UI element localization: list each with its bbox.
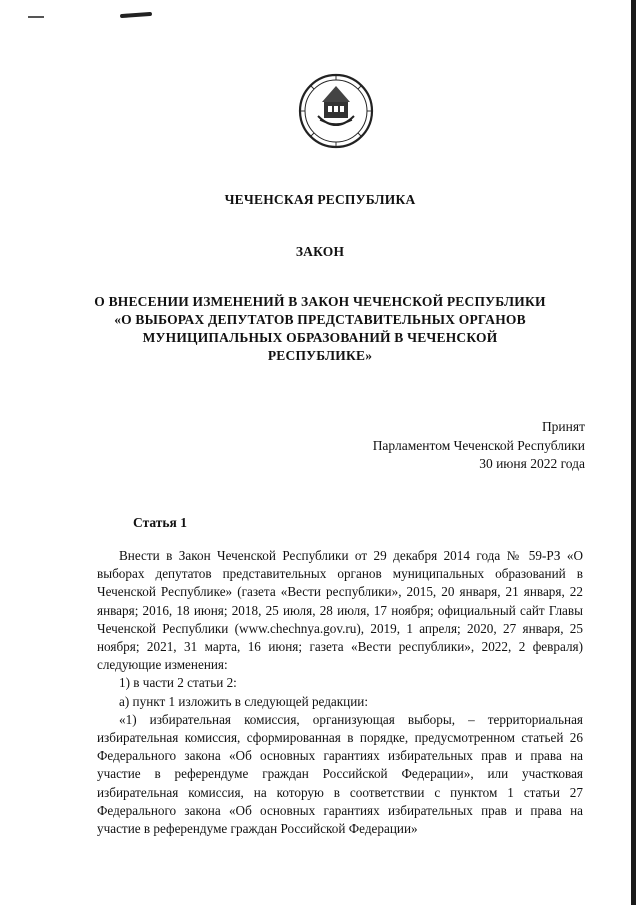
adoption-body: Парламентом Чеченской Республики — [372, 437, 585, 453]
coat-of-arms-emblem — [298, 72, 374, 150]
republic-heading: ЧЕЧЕНСКАЯ РЕСПУБЛИКА — [224, 192, 416, 207]
article-body — [97, 547, 583, 838]
adoption-date: 30 июня 2022 года — [479, 456, 585, 471]
law-title-line: «О ВЫБОРАХ ДЕПУТАТОВ ПРЕДСТАВИТЕЛЬНЫХ ОРГАНОВ — [114, 312, 526, 327]
law-title — [0, 293, 640, 365]
law-title-line: О ВНЕСЕНИИ ИЗМЕНЕНИЙ В ЗАКОН ЧЕЧЕНСКОЙ РЕСПУБЛИКИ — [94, 294, 546, 309]
article-paragraph: Внести в Закон Чеченской Республики от 29 декабря 2014 года № 59-РЗ «О выборах депутатов представительных органов муниципальных образований в Чеченской Республике» (газета «Вести республики», 2015, 20 января, 21 января, 22 января; 2016, 18 июня; 2018, 25 июля, 28 июля, 17 ноября; официальный сайт Главы Чеченской Республики (www.chechnya.gov.ru), 2019, 1 апреля; 2020, 27 января, 25 ноября; 2021, 31 марта, 16 июня; газета «Вести республики», 2022, 2 февраля) следующие изменения: — [97, 548, 583, 673]
article-paragraph: «1) избирательная комиссия, организующая выборы, – территориальная избирательная комиссия, сформированная в порядке, предусмотренном статьей 26 Федерального закона «Об основных гарантиях избирательных прав и права на участие в референдуме граждан Российской Федерации», или участковая избирательная комиссия, на которую в соответствии с пунктом 1 статьи 27 Федерального закона «Об основных гарантиях избирательных прав и права на участие в референдуме граждан Российской Федерации» — [97, 711, 583, 837]
law-title-line: МУНИЦИПАЛЬНЫХ ОБРАЗОВАНИЙ В ЧЕЧЕНСКОЙ — [142, 330, 498, 345]
article-paragraph: 1) в части 2 статьи 2: — [119, 675, 237, 691]
article-paragraph: а) пункт 1 изложить в следующей редакции: — [119, 693, 369, 709]
adoption-block — [373, 418, 585, 474]
document-type: ЗАКОН — [295, 244, 345, 259]
scan-artifact-left — [28, 16, 44, 18]
scan-edge-right — [631, 0, 636, 905]
adoption-label: Принят — [541, 419, 585, 434]
article-heading: Статья 1 — [133, 515, 187, 530]
scan-artifact-top — [120, 12, 152, 18]
law-title-line: РЕСПУБЛИКЕ» — [267, 348, 373, 363]
